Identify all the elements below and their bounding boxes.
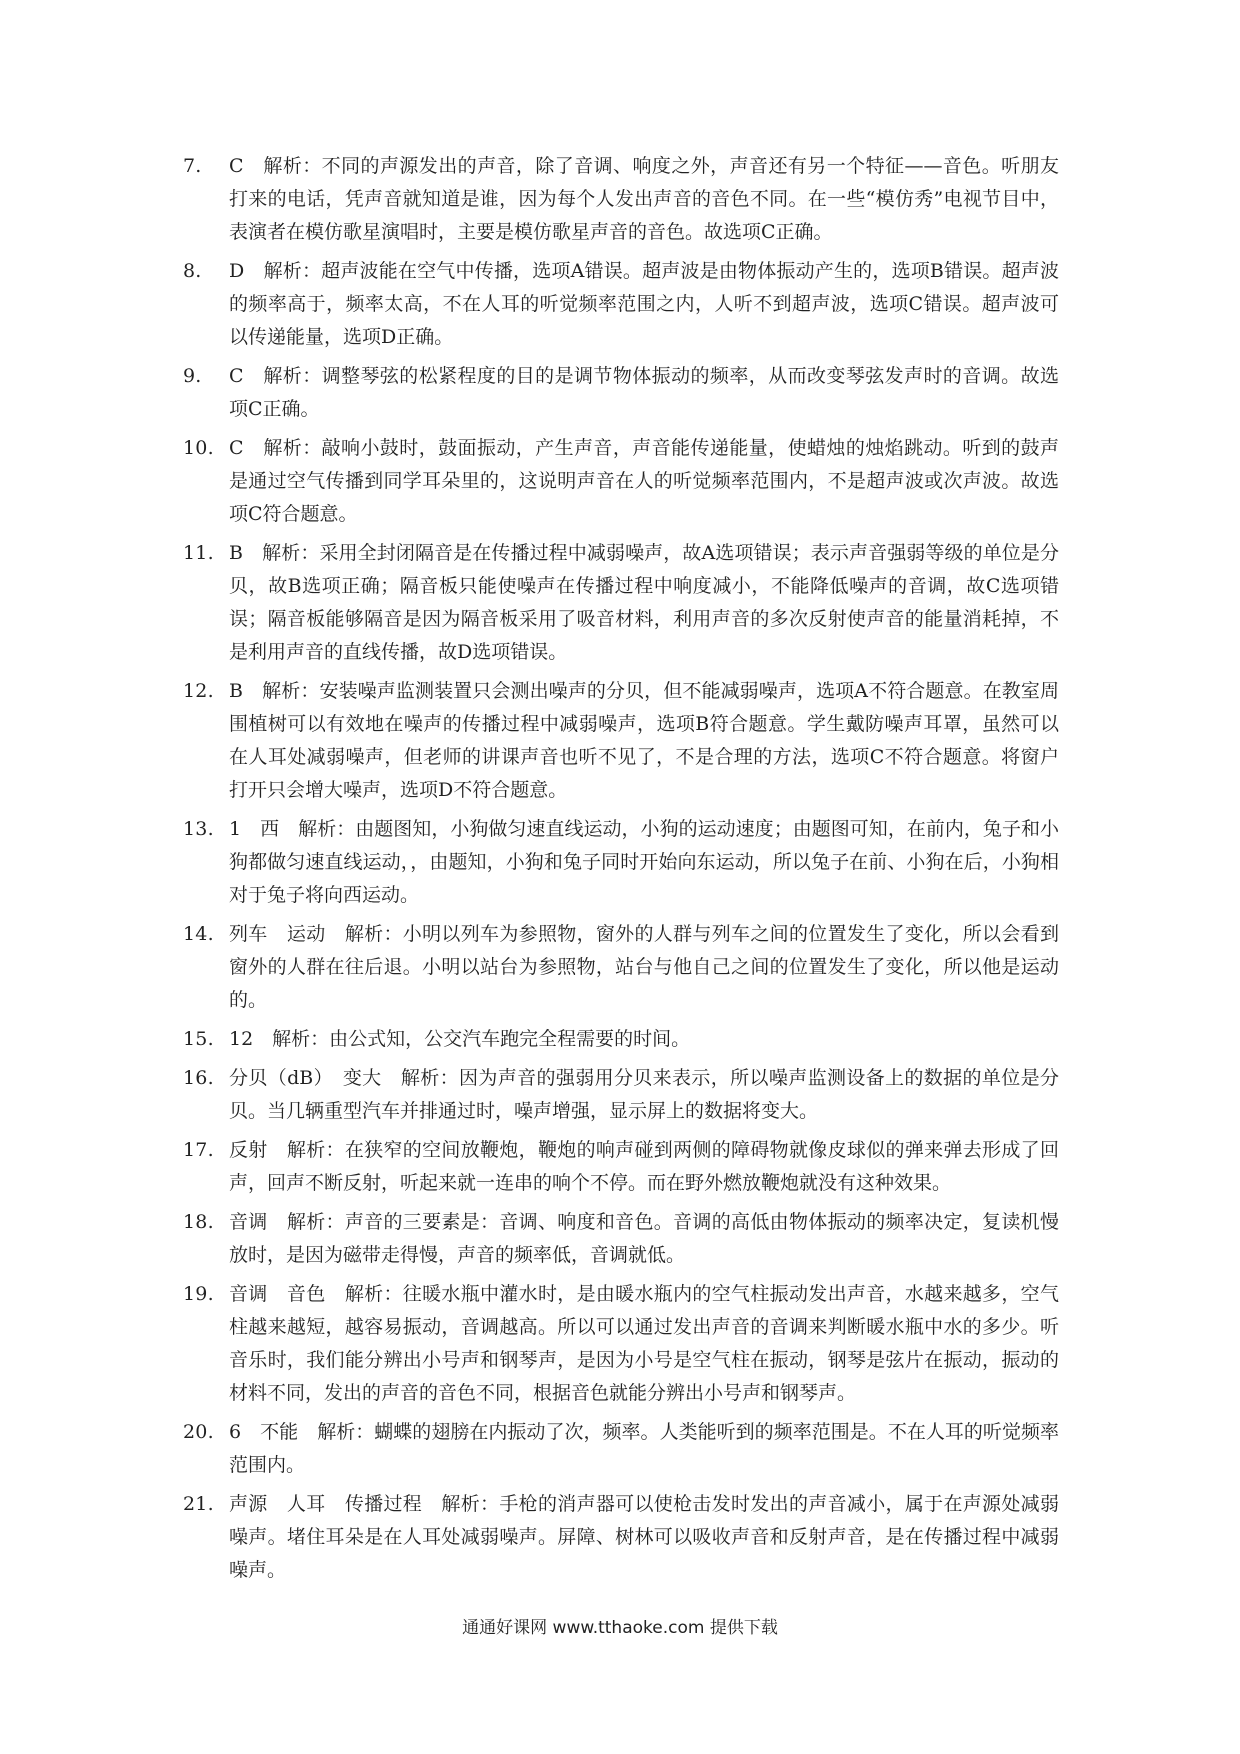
item-explanation: 12 解析：由公式知，公交汽车跑完全程需要的时间。 xyxy=(229,1028,691,1050)
answer-list xyxy=(183,150,1059,1593)
item-explanation: 分贝（dB） 变大 解析：因为声音的强弱用分贝来表示，所以噪声监测设备上的数据的单位是分贝。当几辆重型汽车并排通过时，噪声增强，显示屏上的数据将变大。 xyxy=(229,1067,1059,1122)
item-explanation: 声源 人耳 传播过程 解析：手枪的消声器可以使枪击发时发出的声音减小，属于在声源处减弱噪声。堵住耳朵是在人耳处减弱噪声。屏障、树林可以吸收声音和反射声音，是在传播过程中减弱噪声。 xyxy=(229,1493,1059,1581)
answer-item-16 xyxy=(183,1062,1059,1128)
answer-item-14 xyxy=(183,918,1059,1017)
answer-item-7 xyxy=(183,150,1059,249)
item-number: 15. xyxy=(183,1028,214,1050)
item-explanation: C 解析：调整琴弦的松紧程度的目的是调节物体振动的频率，从而改变琴弦发声时的音调。故选项C正确。 xyxy=(229,365,1059,420)
item-number: 21. xyxy=(183,1493,214,1515)
answer-item-13 xyxy=(183,813,1059,912)
item-number: 19. xyxy=(183,1283,214,1305)
answer-item-17 xyxy=(183,1134,1059,1200)
answer-item-9 xyxy=(183,360,1059,426)
answer-item-21 xyxy=(183,1488,1059,1587)
item-explanation: 1 西 解析：由题图知，小狗做匀速直线运动，小狗的运动速度；由题图可知，在前内，兔子和小狗都做匀速直线运动，，由题知，小狗和兔子同时开始向东运动，所以兔子在前、小狗在后，小狗相对于兔子将向西运动。 xyxy=(229,818,1059,906)
item-explanation: C 解析：敲响小鼓时，鼓面振动，产生声音，声音能传递能量，使蜡烛的烛焰跳动。听到的鼓声是通过空气传播到同学耳朵里的，这说明声音在人的听觉频率范围内，不是超声波或次声波。故选项C符合题意。 xyxy=(229,437,1059,525)
answer-item-15 xyxy=(183,1023,1059,1056)
item-number: 17. xyxy=(183,1139,214,1161)
answer-item-19 xyxy=(183,1278,1059,1410)
item-number: 20. xyxy=(183,1421,214,1443)
item-explanation: B 解析：安装噪声监测装置只会测出噪声的分贝，但不能减弱噪声，选项A不符合题意。在教室周围植树可以有效地在噪声的传播过程中减弱噪声，选项B符合题意。学生戴防噪声耳罩，虽然可以在人耳处减弱噪声，但老师的讲课声音也听不见了，不是合理的方法，选项C不符合题意。将窗户打开只会增大噪声，选项D不符合题意。 xyxy=(229,680,1059,801)
item-number: 8. xyxy=(183,260,202,282)
item-explanation: 音调 音色 解析：往暖水瓶中灌水时，是由暖水瓶内的空气柱振动发出声音，水越来越多，空气柱越来越短，越容易振动，音调越高。所以可以通过发出声音的音调来判断暖水瓶中水的多少。听音乐时，我们能分辨出小号声和钢琴声，是因为小号是空气柱在振动，钢琴是弦片在振动，振动的材料不同，发出的声音的音色不同，根据音色就能分辨出小号声和钢琴声。 xyxy=(229,1283,1059,1404)
item-number: 10. xyxy=(183,437,214,459)
item-number: 9. xyxy=(183,365,202,387)
item-explanation: B 解析：采用全封闭隔音是在传播过程中减弱噪声，故A选项错误；表示声音强弱等级的单位是分贝，故B选项正确；隔音板只能使噪声在传播过程中响度减小，不能降低噪声的音调，故C选项错误；隔音板能够隔音是因为隔音板采用了吸音材料，利用声音的多次反射使声音的能量消耗掉，不是利用声音的直线传播，故D选项错误。 xyxy=(229,542,1059,663)
item-number: 13. xyxy=(183,818,214,840)
answer-item-10 xyxy=(183,432,1059,531)
answer-item-18 xyxy=(183,1206,1059,1272)
item-explanation: C 解析：不同的声源发出的声音，除了音调、响度之外，声音还有另一个特征——音色。听朋友打来的电话，凭声音就知道是谁，因为每个人发出声音的音色不同。在一些“模仿秀”电视节目中，表演者在模仿歌星演唱时，主要是模仿歌星声音的音色。故选项C正确。 xyxy=(229,155,1059,243)
item-number: 14. xyxy=(183,923,214,945)
item-number: 7. xyxy=(183,155,202,177)
item-number: 16. xyxy=(183,1067,214,1089)
item-number: 18. xyxy=(183,1211,214,1233)
page-footer: 通通好课网 www.tthaoke.com 提供下载 xyxy=(462,1618,778,1638)
answer-item-11 xyxy=(183,537,1059,669)
answer-item-8 xyxy=(183,255,1059,354)
item-explanation: 反射 解析：在狭窄的空间放鞭炮，鞭炮的响声碰到两侧的障碍物就像皮球似的弹来弹去形成了回声，回声不断反射，听起来就一连串的响个不停。而在野外燃放鞭炮就没有这种效果。 xyxy=(229,1139,1059,1194)
item-explanation: 6 不能 解析：蝴蝶的翅膀在内振动了次，频率。人类能听到的频率范围是。不在人耳的听觉频率范围内。 xyxy=(229,1421,1059,1476)
item-number: 12. xyxy=(183,680,214,702)
item-explanation: D 解析：超声波能在空气中传播，选项A错误。超声波是由物体振动产生的，选项B错误。超声波的频率高于，频率太高，不在人耳的听觉频率范围之内，人听不到超声波，选项C错误。超声波可以传递能量，选项D正确。 xyxy=(229,260,1059,348)
item-number: 11. xyxy=(183,542,214,564)
answer-item-12 xyxy=(183,675,1059,807)
answer-item-20 xyxy=(183,1416,1059,1482)
item-explanation: 音调 解析：声音的三要素是：音调、响度和音色。音调的高低由物体振动的频率决定，复读机慢放时，是因为磁带走得慢，声音的频率低，音调就低。 xyxy=(229,1211,1059,1266)
item-explanation: 列车 运动 解析：小明以列车为参照物，窗外的人群与列车之间的位置发生了变化，所以会看到窗外的人群在往后退。小明以站台为参照物，站台与他自己之间的位置发生了变化，所以他是运动的。 xyxy=(229,923,1059,1011)
